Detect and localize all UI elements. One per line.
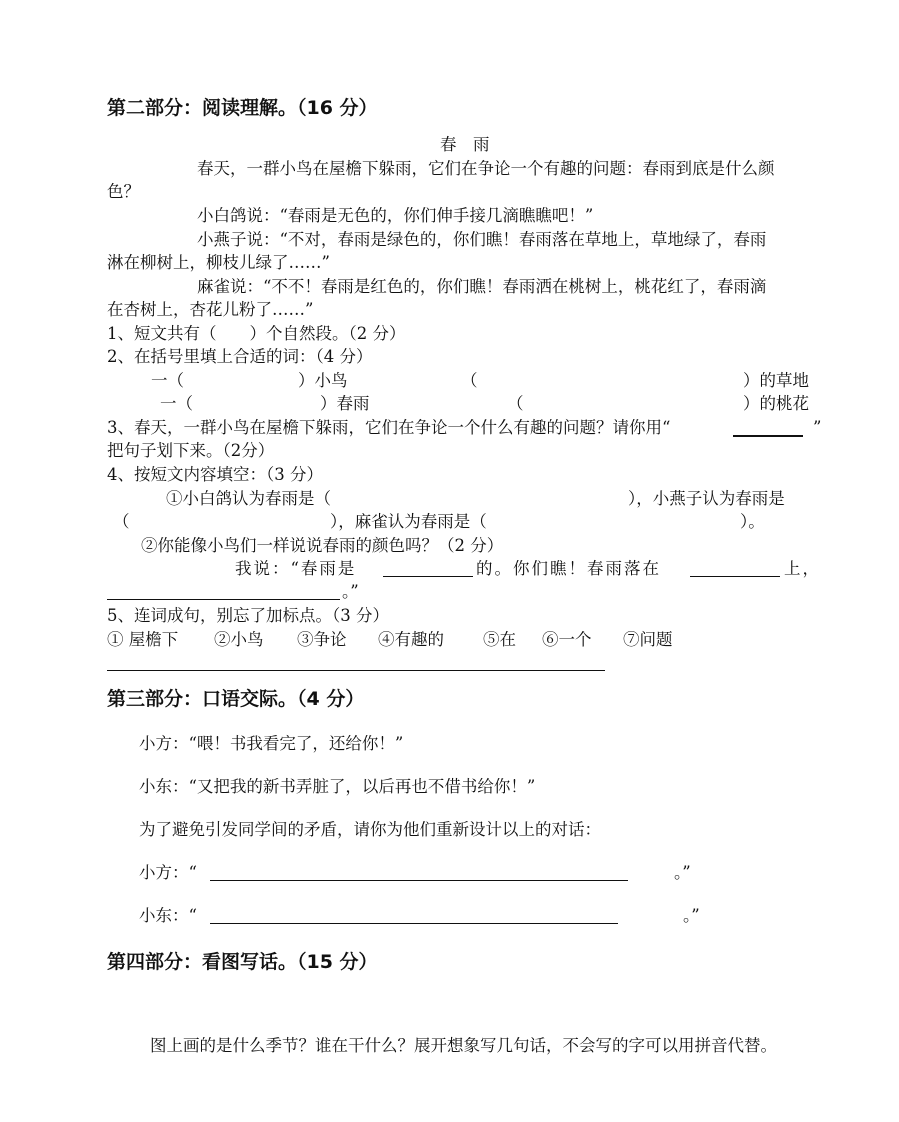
story-paragraph-4-cont: 在杏树上，杏花儿粉了……” — [107, 300, 314, 319]
q2-row2-open: 一（ — [160, 394, 193, 413]
q2-row1-open2: （ — [461, 371, 478, 390]
q5-word-1: ① 屋檐下 — [107, 630, 179, 649]
q4-answer-c: 上， — [784, 559, 821, 578]
story-paragraph-1-cont: 色？ — [107, 182, 140, 201]
dialog-fangfang-blank — [210, 880, 628, 881]
question-5: 5、连词成句，别忘了加标点。（3 分） — [107, 606, 389, 625]
q2-row2-rain: ）春雨 — [320, 394, 370, 413]
q5-word-2: ②小鸟 — [214, 630, 264, 649]
part3-heading: 第三部分：口语交际。（4 分） — [107, 688, 365, 710]
q4-swallow-a: （ — [113, 512, 130, 531]
q5-word-5: ⑤在 — [483, 630, 516, 649]
story-paragraph-4: 麻雀说：“不不！春雨是红色的，你们瞧！春雨洒在桃树上，桃花红了，春雨滴 — [197, 277, 767, 296]
q4-dove-a: ①小白鸽认为春雨是（ — [166, 489, 331, 508]
q2-row1-bird: ）小鸟 — [298, 371, 348, 390]
part4-heading: 第四部分：看图写话。（15 分） — [107, 951, 378, 973]
dialog-dongdong-blank — [210, 923, 618, 924]
q4-dove-b: ），小燕子认为春雨是 — [628, 489, 785, 508]
q4-part2: ②你能像小鸟们一样说说春雨的颜色吗？（2 分） — [141, 536, 504, 555]
q4-answer-b: 的。你们瞧！春雨落在 — [476, 559, 661, 578]
q4-answer-a: 我说：“春雨是 — [235, 559, 357, 578]
question-3-quote-close: ” — [813, 418, 822, 437]
dialog-fangfang-label: 小方：“ — [139, 863, 197, 882]
q4-blank-color — [383, 576, 473, 577]
q4-swallow-b: ），麻雀认为春雨是（ — [330, 512, 487, 531]
dialog-dongdong-end: 。” — [683, 906, 700, 925]
q2-row2-peach: ）的桃花 — [743, 394, 809, 413]
dialog-fangfang-end: 。” — [674, 863, 691, 882]
part2-heading: 第二部分：阅读理解。（16 分） — [107, 97, 378, 119]
q5-word-6: ⑥一个 — [542, 630, 592, 649]
story-paragraph-2: 小白鸽说：“春雨是无色的，你们伸手接几滴瞧瞧吧！” — [197, 206, 594, 225]
q3-underline-sample — [733, 435, 803, 437]
question-3-cont: 把句子划下来。（2分） — [107, 441, 275, 460]
question-2: 2、在括号里填上合适的词：（4 分） — [107, 347, 373, 366]
question-3: 3、春天，一群小鸟在屋檐下躲雨，它们在争论一个什么有趣的问题？请你用“ — [107, 418, 671, 437]
q2-row1-grass: ）的草地 — [743, 371, 809, 390]
story-paragraph-3-cont: 淋在柳树上，柳枝儿绿了……” — [107, 253, 330, 272]
dialog-dongdong-label: 小东：“ — [139, 906, 197, 925]
q4-sparrow-end: ）。 — [740, 512, 765, 531]
q4-blank-result — [107, 599, 340, 600]
story-paragraph-3: 小燕子说：“不对，春雨是绿色的，你们瞧！春雨落在草地上，草地绿了，春雨 — [197, 230, 767, 249]
q2-row2-open2: （ — [507, 394, 524, 413]
dialog-instruction: 为了避免引发同学间的矛盾，请你为他们重新设计以上的对话： — [139, 820, 601, 839]
q4-answer-end: 。” — [342, 582, 359, 601]
q2-row1-open: 一（ — [151, 371, 184, 390]
story-paragraph-1: 春天，一群小鸟在屋檐下躲雨，它们在争论一个有趣的问题：春雨到底是什么颜 — [197, 159, 775, 178]
dialog-line-1: 小方：“喂！书我看完了，还给你！” — [139, 734, 404, 753]
q5-word-7: ⑦问题 — [623, 630, 673, 649]
dialog-line-2: 小东：“又把我的新书弄脏了，以后再也不借书给你！” — [139, 777, 536, 796]
question-4: 4、按短文内容填空：（3 分） — [107, 465, 323, 484]
story-title: 春 雨 — [440, 135, 490, 154]
q5-word-3: ③争论 — [297, 630, 347, 649]
question-1: 1、短文共有（ ）个自然段。（2 分） — [107, 324, 406, 343]
q5-word-4: ④有趣的 — [378, 630, 444, 649]
q4-blank-place — [690, 576, 780, 577]
q5-answer-line — [107, 670, 605, 671]
writing-prompt: 图上画的是什么季节？谁在干什么？展开想象写几句话，不会写的字可以用拼音代替。 — [150, 1036, 777, 1055]
